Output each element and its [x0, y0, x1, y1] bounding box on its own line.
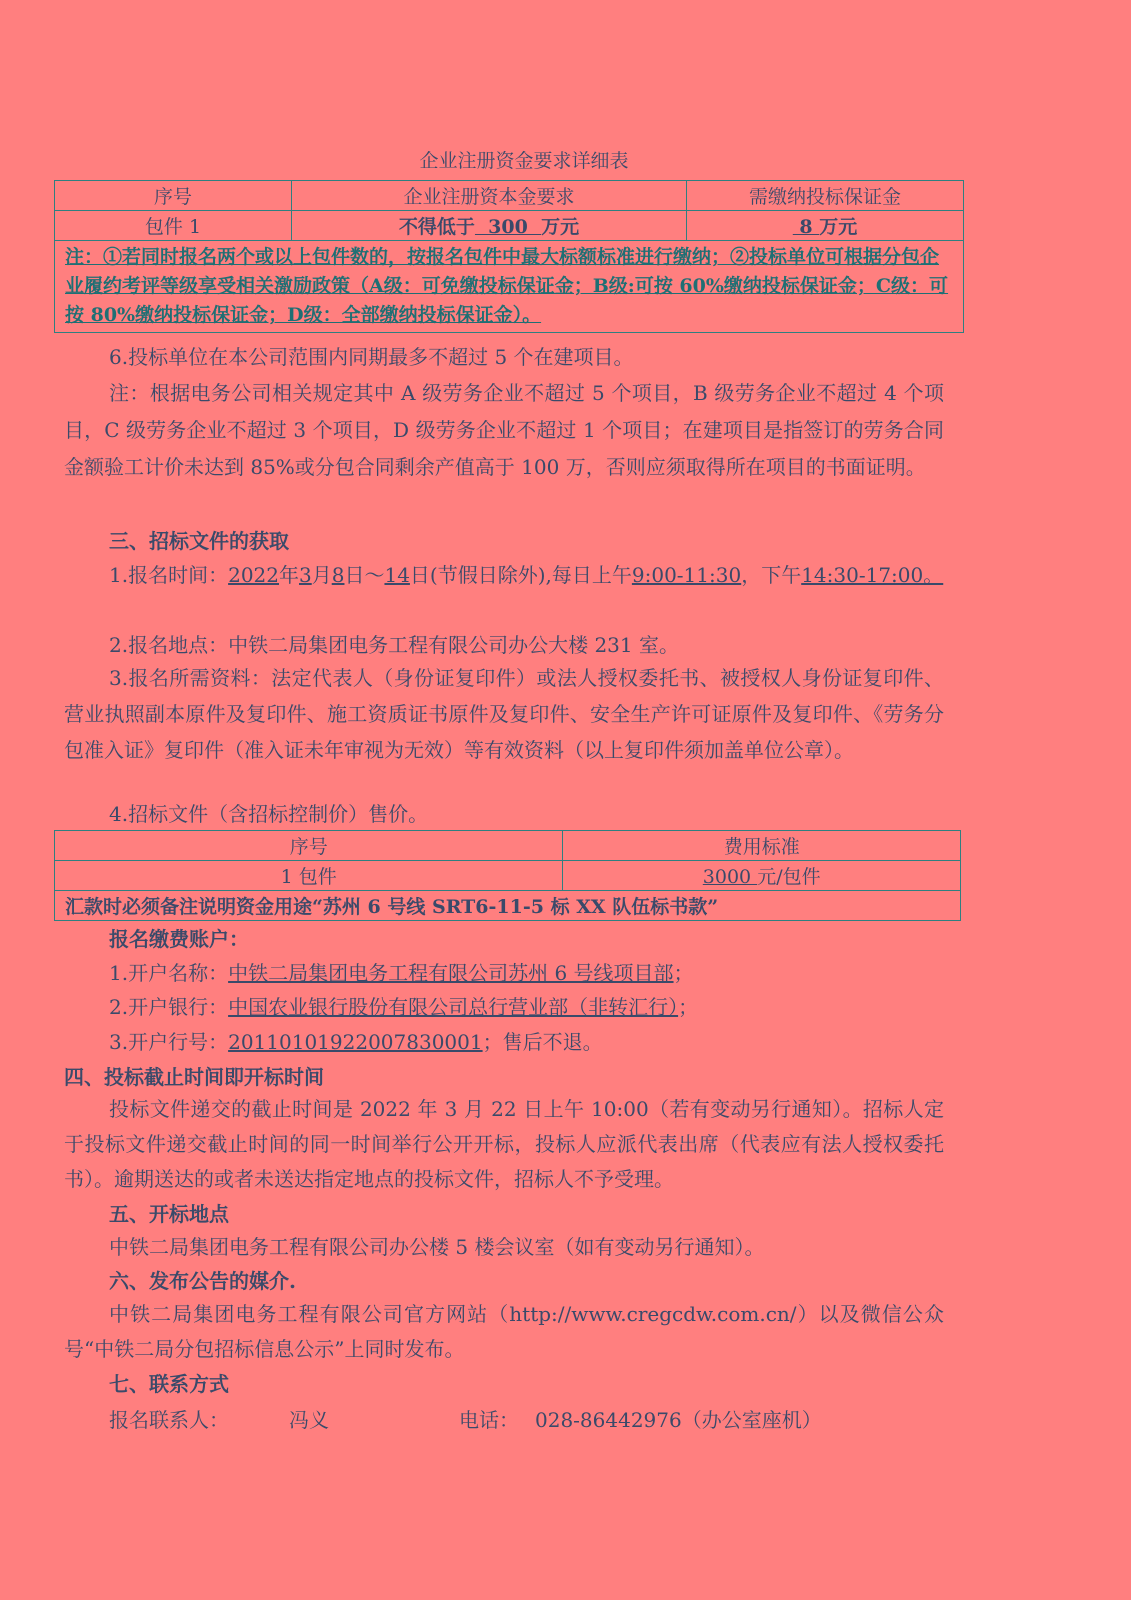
registration-year: 2022: [228, 563, 279, 587]
section5-text: 中铁二局集团电务工程有限公司办公楼 5 楼会议室（如有变动另行通知）。: [109, 1235, 765, 1259]
deposit-value: 8: [792, 216, 820, 238]
table-header-cell: 需缴纳投标保证金: [687, 181, 964, 211]
deposit-cell: [687, 211, 964, 241]
account-bank-line: [64, 990, 989, 1024]
registered-capital-table: [54, 180, 964, 333]
item6-note: 注：根据电务公司相关规定其中 A 级劳务企业不超过 5 个项目，B 级劳务企业不超过 4 个项目，C 级劳务企业不超过 3 个项目，D 级劳务企业不超过 1 个项目；在建项目是指签订的劳务合同金额验工计价未达到 85%或分包合同剩余产值高于 100 万，否则应须取得所在项目的书面证明。: [64, 381, 944, 479]
table-row: [55, 831, 961, 861]
package-cell: 1 包件: [55, 861, 563, 891]
account-bank-label: 2.开户银行：: [109, 995, 229, 1019]
requirement-value: 300: [474, 216, 542, 238]
account-bank: 中国农业银行股份有限公司总行营业部（非转汇行）: [228, 995, 679, 1019]
requirement-prefix: 不得低于: [398, 216, 475, 238]
day-separator: 日～: [344, 563, 385, 587]
item6-text: 6.投标单位在本公司范围内同期最多不超过 5 个在建项目。: [109, 345, 634, 369]
fee-suffix: 元/包件: [757, 866, 821, 888]
account-number: 20110101922007830001: [228, 1030, 483, 1054]
table-row: [55, 891, 961, 921]
table-row: [55, 181, 964, 211]
contact-name: 冯义: [289, 1408, 329, 1432]
contact-line: [64, 1403, 989, 1437]
afternoon-hours: 14:30-17:00。: [801, 563, 944, 587]
table2-note: 汇款时必须备注说明资金用途“苏州 6 号线 SRT6-11-5 标 XX 队伍标书款”: [55, 891, 961, 921]
section3-item3: 3.报名所需资料：法定代表人（身份证复印件）或法人授权委托书、被授权人身份证复印件、营业执照副本原件及复印件、施工资质证书原件及复印件、安全生产许可证原件及复印件、《劳务分包准入证》复印件（准入证未年审视为无效）等有效资料（以上复印件须加盖单位公章）。: [64, 666, 944, 762]
table1-note: 注：①若同时报名两个或以上包件数的，按报名包件中最大标额标准进行缴纳；②投标单位可根据分包企业履约考评等级享受相关激励政策（A级：可免缴投标保证金；B级:可按 60%缴纳投标保证金；C级：可按 80%缴纳投标保证金；D级：全部缴纳投标保证金）。: [55, 241, 964, 333]
section6-title: 六、发布公告的媒介.: [109, 1269, 296, 1293]
account-number-end: ；售后不退。: [482, 1030, 603, 1054]
account-name-label: 1.开户名称：: [109, 961, 229, 985]
registration-day-to: 14: [384, 563, 410, 587]
section6-text: 中铁二局集团电务工程有限公司官方网站（http://www.cregcdw.com.cn/）以及微信公众号“中铁二局分包招标信息公示”上同时发布。: [64, 1302, 944, 1361]
section3-item1: [64, 558, 944, 593]
section4-text: 投标文件递交的截止时间是 2022 年 3 月 22 日上午 10:00（若有变动另行通知）。招标人定于投标文件递交截止时间的同一时间举行公开开标，投标人应派代表出席（代表应有法人授权委托书）。逾期送达的或者未送达指定地点的投标文件，招标人不予受理。: [64, 1097, 944, 1191]
registration-month: 3: [299, 563, 312, 587]
phone-label: 电话：: [459, 1408, 519, 1432]
section3-item4: 4.招标文件（含招标控制价）售价。: [109, 802, 429, 826]
deposit-suffix: 万元: [819, 216, 858, 238]
table-header-cell: 企业注册资本金要求: [292, 181, 687, 211]
table-header-cell: 费用标准: [563, 831, 961, 861]
package-cell: 包件 1: [55, 211, 292, 241]
table-header-cell: 序号: [55, 831, 563, 861]
afternoon-label: ，下午: [741, 563, 802, 587]
fee-cell: [563, 861, 961, 891]
item1-mid: 日(节假日除外),每日上午: [409, 563, 632, 587]
section7-title: 七、联系方式: [109, 1372, 229, 1396]
capital-requirement-cell: [292, 211, 687, 241]
table-row: [55, 211, 964, 241]
account-title: 报名缴费账户：: [109, 927, 249, 951]
registration-day-from: 8: [331, 563, 345, 587]
phone-number: 028-86442976（办公室座机）: [535, 1408, 822, 1432]
table1-caption: 企业注册资金要求详细表: [419, 150, 629, 172]
section3-item2: 2.报名地点：中铁二局集团电务工程有限公司办公大楼 231 室。: [109, 633, 679, 657]
section4-title: 四、投标截止时间即开标时间: [64, 1065, 324, 1089]
table-row: [55, 241, 964, 333]
item1-prefix: 1.报名时间：: [109, 563, 229, 587]
account-name-line: [64, 956, 989, 990]
requirement-suffix: 万元: [541, 216, 580, 238]
table-header-cell: 序号: [55, 181, 292, 211]
section5-title: 五、开标地点: [109, 1202, 229, 1226]
account-name: 中铁二局集团电务工程有限公司苏州 6 号线项目部: [228, 961, 674, 985]
morning-hours: 9:00-11:30: [631, 563, 742, 587]
account-number-line: [64, 1025, 989, 1059]
section3-title: 三、招标文件的获取: [109, 529, 289, 553]
account-name-end: ；: [673, 961, 694, 985]
tender-fee-table: [54, 830, 961, 921]
table-row: [55, 861, 961, 891]
account-number-label: 3.开户行号：: [109, 1030, 229, 1054]
month-unit: 月: [311, 563, 332, 587]
fee-value: 3000: [702, 866, 758, 888]
account-bank-end: ；: [678, 995, 699, 1019]
contact-label: 报名联系人：: [109, 1408, 229, 1432]
year-unit: 年: [279, 563, 299, 587]
